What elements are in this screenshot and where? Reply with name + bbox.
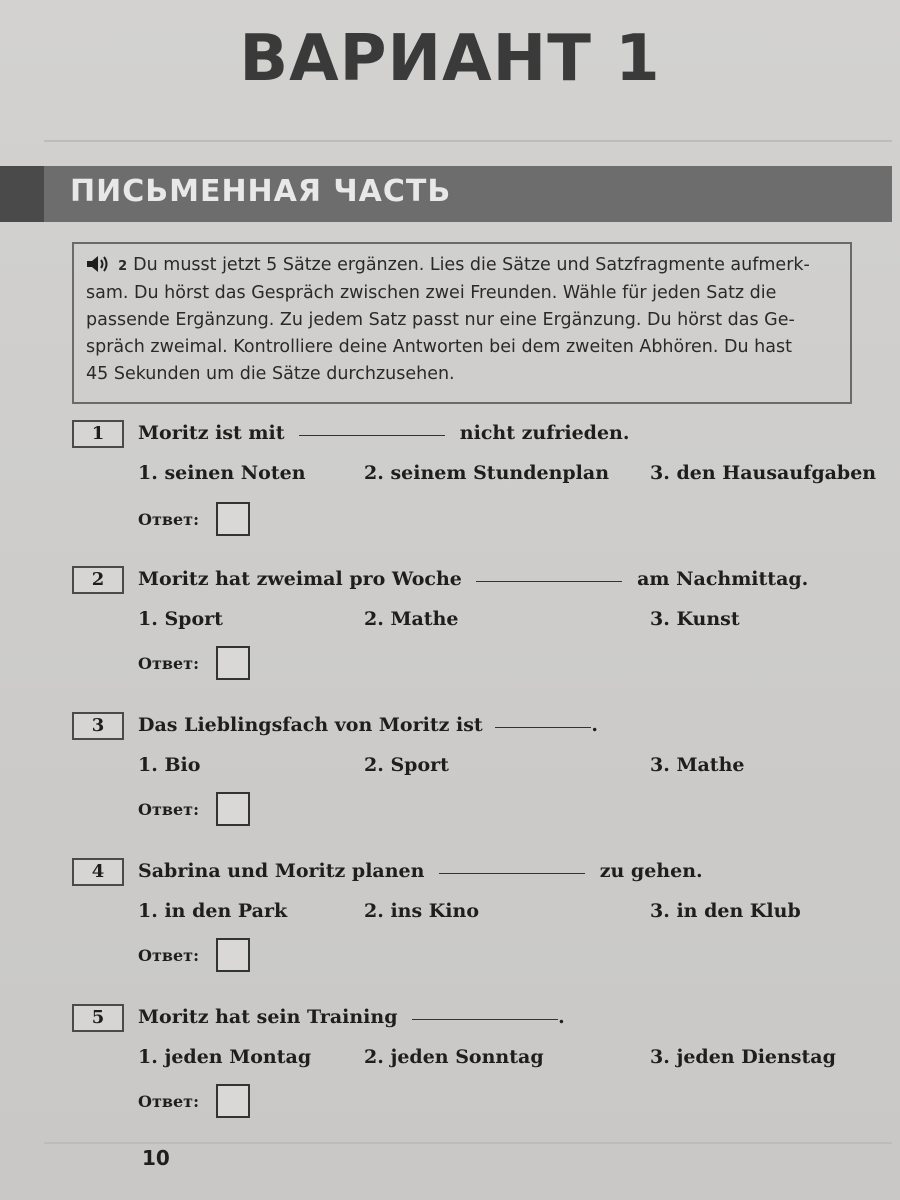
question-number: 2 [72, 566, 124, 594]
audio-track-number: 2 [118, 259, 128, 274]
answer-blank [495, 727, 591, 728]
question-number: 3 [72, 712, 124, 740]
answer-label: Ответ: [138, 654, 199, 673]
question-text [138, 422, 629, 444]
option: 2. seinem Stundenplan [364, 462, 610, 484]
answer-box[interactable] [216, 1084, 250, 1118]
instructions-box [72, 242, 852, 404]
instruction-line: spräch zweimal. Kontrolliere deine Antworten bei dem zweiten Abhören. Du hast [86, 337, 792, 357]
answer-box[interactable] [216, 502, 250, 536]
instruction-line: 45 Sekunden um die Sätze durchzusehen. [86, 364, 455, 384]
answer-box[interactable] [216, 646, 250, 680]
option: 1. Sport [138, 608, 223, 630]
instruction-line: Du musst jetzt 5 Sätze ergänzen. Lies die Sätze und Satzfragmente aufmerk- [133, 255, 810, 275]
question-number: 5 [72, 1004, 124, 1032]
question-text [138, 714, 598, 736]
answer-blank [412, 1019, 558, 1020]
question-text-before: Moritz ist mit [138, 422, 285, 444]
answer-label: Ответ: [138, 800, 199, 819]
question-text [138, 568, 808, 590]
speaker-icon [86, 255, 112, 273]
question-number: 1 [72, 420, 124, 448]
question-text-after: . [591, 714, 598, 736]
answer-label: Ответ: [138, 1092, 199, 1111]
question-text-after: nicht zufrieden. [459, 422, 630, 444]
question-text-after: am Nachmittag. [637, 568, 809, 590]
instruction-line: sam. Du hörst das Gespräch zwischen zwei Freunden. Wähle für jeden Satz die [86, 283, 777, 303]
question-text-before: Moritz hat sein Training [138, 1006, 398, 1028]
section-bar-stub [0, 166, 44, 222]
question-text-after: . [558, 1006, 565, 1028]
page-number: 10 [142, 1146, 170, 1170]
answer-blank [476, 581, 622, 582]
option: 1. jeden Montag [138, 1046, 312, 1068]
instruction-line: passende Ergänzung. Zu jedem Satz passt nur eine Ergänzung. Du hörst das Ge- [86, 310, 795, 330]
option: 2. ins Kino [364, 900, 480, 922]
option: 3. Kunst [650, 608, 740, 630]
question-text [138, 860, 703, 882]
option: 1. in den Park [138, 900, 288, 922]
question-text-before: Moritz hat zweimal pro Woche [138, 568, 462, 590]
question-number: 4 [72, 858, 124, 886]
answer-blank [439, 873, 585, 874]
option: 1. Bio [138, 754, 201, 776]
answer-box[interactable] [216, 938, 250, 972]
question-text-after: zu gehen. [599, 860, 703, 882]
option: 2. Sport [364, 754, 449, 776]
answer-box[interactable] [216, 792, 250, 826]
option: 2. jeden Sonntag [364, 1046, 544, 1068]
question-text-before: Sabrina und Moritz planen [138, 860, 425, 882]
section-title: ПИСЬМЕННАЯ ЧАСТЬ [70, 174, 452, 209]
audio-track-marker [86, 252, 127, 280]
answer-label: Ответ: [138, 510, 199, 529]
option: 1. seinen Noten [138, 462, 306, 484]
answer-blank [299, 435, 445, 436]
answer-label: Ответ: [138, 946, 199, 965]
option: 2. Mathe [364, 608, 459, 630]
option: 3. in den Klub [650, 900, 801, 922]
section-header-bar [0, 166, 892, 222]
option: 3. jeden Dienstag [650, 1046, 836, 1068]
question-text-before: Das Lieblingsfach von Moritz ist [138, 714, 483, 736]
variant-title: ВАРИАНТ 1 [239, 22, 661, 96]
question-text [138, 1006, 565, 1028]
option: 3. den Hausaufgaben [650, 462, 877, 484]
option: 3. Mathe [650, 754, 745, 776]
